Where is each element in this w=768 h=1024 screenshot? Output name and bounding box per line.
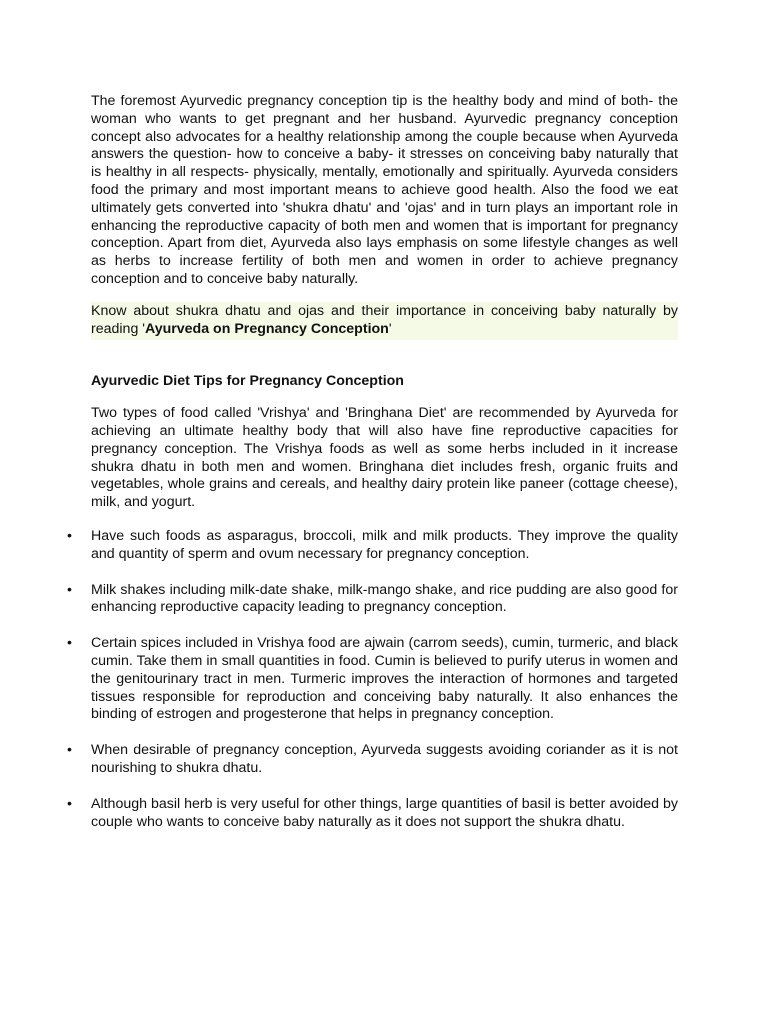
bullet-icon: • — [67, 527, 72, 544]
bullet-icon: • — [67, 581, 72, 598]
bullet-icon: • — [67, 635, 72, 652]
list-item — [67, 742, 678, 778]
list-item — [67, 581, 678, 618]
list-item-text: Milk shakes including milk-date shake, milk-mango shake, and rice pudding are also good for enhancing reproductive capacity leading to pregnancy conception. — [91, 581, 678, 616]
list-item-text: Have such foods as asparagus, broccoli, milk and milk products. They improve the quality and quantity of sperm and ovum necessary for pregnancy conception. — [91, 527, 678, 562]
callout-highlight — [91, 302, 678, 341]
callout-text: Know about shukra dhatu and ojas and their importance in conceiving baby naturally by reading ' — [91, 302, 678, 337]
list-item — [67, 795, 678, 832]
bullet-icon: • — [67, 795, 72, 812]
list-item — [67, 635, 678, 724]
list-item-text: Although basil herb is very useful for other things, large quantities of basil is better avoided by couple who wants to conceive baby naturally as it does not support the shukra dhatu. — [91, 795, 678, 830]
bullet-icon: • — [67, 742, 72, 759]
intro-paragraph: The foremost Ayurvedic pregnancy conception tip is the healthy body and mind of both- the woman who wants to get pregnant and her husband. Ayurvedic pregnancy conception concept also advocates for a healthy relationship among the couple because when Ayurveda answers the question- how to conceive a baby- it stresses on conceiving baby naturally that is healthy in all respects- physically, mentally, emotionally and spiritually. Ayurveda considers food the primary and most important means to achieve good health. Also the food we eat ultimately gets converted into 'shukra dhatu' and 'ojas' and in turn plays an important role in enhancing the reproductive capacity of both men and women that is important for pregnancy conception. Apart from diet, Ayurveda also lays emphasis on some lifestyle changes as well as herbs to increase fertility of both men and women in order to achieve pregnancy conception and to conceive baby naturally. — [91, 93, 678, 287]
callout-text-end: ' — [388, 320, 392, 337]
list-item — [67, 527, 678, 564]
tips-list — [67, 527, 678, 831]
list-item-text: Certain spices included in Vrishya food are ajwain (carrom seeds), cumin, turmeric, and black cumin. Take them in small quantities in food. Cumin is believed to purify uterus in women and the genitourinary tract in men. Turmeric improves the interaction of hormones and targeted tissues responsible for reproduction and conceiving baby naturally. It also enhances the binding of estrogen and progesterone that helps in pregnancy conception. — [91, 635, 678, 723]
section-paragraph: Two types of food called 'Vrishya' and 'Bringhana Diet' are recommended by Ayurveda for achieving an ultimate healthy body that will also have fine reproductive capacities for pregnancy conception. The Vrishya foods as well as some herbs included in it increase shukra dhatu in both men and women. Bringhana diet includes fresh, organic fruits and vegetables, whole grains and cereals, and healthy dairy protein like paneer (cottage cheese), milk, and yogurt. — [91, 405, 678, 511]
callout-link-ayurveda-on-pregnancy-conception[interactable]: Ayurveda on Pregnancy Conception — [144, 320, 389, 337]
section-heading: Ayurvedic Diet Tips for Pregnancy Conception — [91, 373, 404, 390]
document-page — [67, 93, 678, 849]
list-item-text: When desirable of pregnancy conception, Ayurveda suggests avoiding coriander as it is not nourishing to shukra dhatu. — [91, 742, 678, 776]
